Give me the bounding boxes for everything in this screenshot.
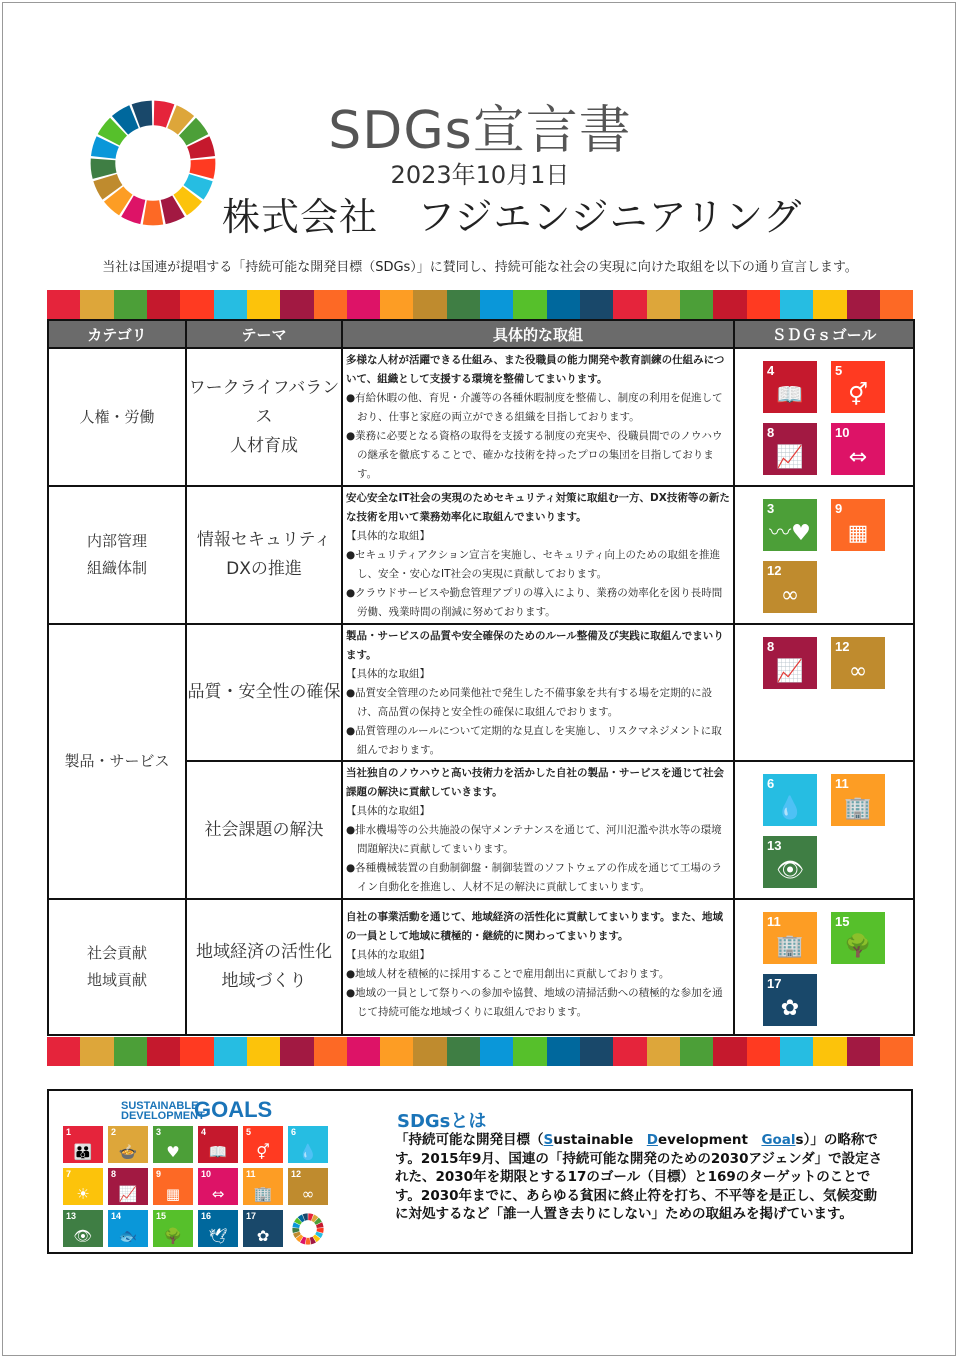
sdg-tile-symbol-icon: 📈 [118, 1185, 138, 1203]
sdg-goal-number: 10 [835, 425, 850, 440]
action-item: ●各種機械装置の自動制御盤・制御装置のソフトウェアの作成を通じて工場のライン自動化を推進し、人材不足の解決に貢献してまいります。 [346, 862, 723, 893]
action-lead: 自社の事業活動を通じて、地域経済の活性化に貢献してまいります。また、地域の一員として地域に積極的・継続的に関わってまいります。 [346, 911, 723, 942]
sdg-tile [153, 1126, 193, 1163]
sdg-goal-symbol-icon: 💧 [776, 796, 804, 821]
stripe-segment [513, 290, 546, 319]
stripe-segment [314, 290, 347, 319]
stripe-segment [647, 1037, 680, 1066]
goals-logo-text [121, 1101, 205, 1121]
sdg-goal-number: 11 [767, 914, 781, 929]
declaration-table [47, 319, 915, 1036]
stripe-segment [647, 290, 680, 319]
action-subheading: 【具体的な取組】 [346, 805, 430, 817]
sdg-goal-number: 8 [767, 425, 775, 440]
theme-label: ワークライフバランス [188, 377, 340, 427]
action-lead: 当社独自のノウハウと高い技術力を活かした自社の製品・サービスを通じて社会課題の解決に貢献していきます。 [346, 767, 724, 798]
sdg-goal-number: 11 [835, 776, 849, 791]
stripe-segment [47, 1037, 80, 1066]
header-theme: テーマ [186, 320, 342, 348]
category-label: 内部管理 [86, 532, 147, 550]
about-title: SDGsとは [397, 1111, 487, 1132]
action-item: ●セキュリティアクション宣言を実施し、セキュリティ向上のための取組を推進し、安全・安心なIT社会の実現に貢献しております。 [346, 549, 721, 580]
stripe-segment [180, 1037, 213, 1066]
stripe-segment [480, 1037, 513, 1066]
stripe-segment [347, 1037, 380, 1066]
header-category: カテゴリ [48, 320, 186, 348]
action-item: ●排水機場等の公共施設の保守メンテナンスを通じて、河川氾濫や洪水等の環境問題解決に貢献してまいります。 [346, 824, 722, 855]
sdg-goal-icon [831, 912, 885, 964]
stripe-segment [380, 1037, 413, 1066]
action-cell [342, 486, 734, 624]
category-label: 人権・労働 [79, 407, 155, 426]
stripe-segment [847, 1037, 880, 1066]
sdg-tile-symbol-icon: ♥ [166, 1143, 180, 1161]
sdg-goal-symbol-icon: ∞ [780, 583, 800, 608]
sdg-tile-number: 6 [291, 1127, 297, 1137]
sdg-goal-symbol-icon: 🏢 [844, 796, 872, 821]
sdg-goal-symbol-icon: 📈 [776, 659, 804, 684]
sdg-tile [63, 1126, 103, 1163]
sdg-goal-number: 12 [767, 563, 782, 578]
stripe-segment [713, 1037, 746, 1066]
goals-cell [734, 486, 914, 624]
stripe-segment [247, 290, 280, 319]
action-cell [342, 761, 734, 899]
sdg-goal-symbol-icon: ✿ [780, 996, 800, 1021]
stripe-segment [80, 290, 113, 319]
sdg-goal-icon [831, 423, 885, 475]
sdg-tile-number: 2 [111, 1127, 117, 1137]
category-label: 製品・サービス [64, 752, 170, 770]
stripe-segment [547, 1037, 580, 1066]
stripe-segment [613, 1037, 646, 1066]
goals-logo-word: GOALS [194, 1097, 273, 1122]
sdg-tile-symbol-icon: ∞ [301, 1185, 315, 1203]
sdg-tile-number: 12 [291, 1169, 302, 1179]
sdg-goal-number: 17 [767, 976, 782, 991]
action-cell [342, 899, 734, 1035]
sdg-tile [108, 1126, 148, 1163]
sdg-goal-icon [763, 637, 817, 689]
table-row [48, 899, 914, 1035]
action-lead: 安心安全なIT社会の実現のためセキュリティ対策に取組む一方、DX技術等の新たな技術を用いて業務効率化に取組んでまいります。 [346, 492, 730, 523]
stripe-segment [813, 290, 846, 319]
sdg-tile [108, 1168, 148, 1205]
about-text-part: evelopment [657, 1132, 762, 1148]
goals-cell [734, 348, 914, 486]
sdg-tile [153, 1168, 193, 1205]
action-item: ●地域の一員として祭りへの参加や協賛、地域の清掃活動への積極的な参加を通じて持続可能な地域づくりに取組んでおります。 [346, 987, 723, 1018]
sdg-tile [63, 1210, 103, 1247]
stripe-segment [147, 1037, 180, 1066]
action-cell [342, 624, 734, 761]
theme-label: 地域づくり [221, 971, 307, 991]
sdg-goal-icon [763, 423, 817, 475]
sdg-tile-symbol-icon: ⚥ [256, 1143, 270, 1161]
action-item: ●業務に必要となる資格の取得を支援する制度の充実や、役職員間でのノウハウの継承を徹底することで、確かな技術を持ったプロの集団を目指しております。 [346, 430, 723, 480]
stripe-segment [380, 290, 413, 319]
stripe-segment [347, 290, 380, 319]
sdg-goal-symbol-icon: 📈 [776, 445, 804, 470]
sdg-tile-number: 7 [66, 1169, 72, 1179]
sdg-goal-symbol-icon: ∞ [848, 659, 868, 684]
action-item: ●クラウドサービスや勤怠管理アプリの導入により、業務の効率化を図り長時間労働、残業時間の削減に努めております。 [346, 587, 723, 618]
category-label: 組織体制 [86, 559, 147, 577]
color-stripe-bottom [47, 1037, 913, 1066]
sdg-goal-symbol-icon: ▦ [847, 521, 869, 546]
stripe-segment [680, 1037, 713, 1066]
theme-cell [186, 899, 342, 1035]
sdg-tile-symbol-icon: ☀ [76, 1185, 90, 1203]
sdg-tile-number: 13 [66, 1211, 77, 1221]
stripe-segment [447, 290, 480, 319]
sdg-goal-icon [831, 499, 885, 551]
category-cell [48, 624, 186, 899]
category-cell [48, 348, 186, 486]
about-text-part: G [761, 1132, 773, 1148]
about-text-part: 「持続可能な開発目標（ [395, 1132, 544, 1148]
wheel-segment [143, 200, 163, 225]
sdg-goal-icon [831, 774, 885, 826]
sdg-goal-icon [763, 974, 817, 1026]
sdg-goal-number: 3 [767, 501, 775, 516]
sdg-wheel-tile [288, 1210, 328, 1247]
about-text-part: ）」の略称です。2015年9月、国連の「持続可能な開発のための2030アジェンダ」で設定された、2030年を期限とする17のゴール（目標）と169のターゲットのことです。2030年までに、あらゆる貧困に終止符を打ち、不平等を是正し、気候変動に対処するなど「誰一人置き去りにしない」ための取組みを掲げています。 [395, 1132, 883, 1222]
sdg-tile-number: 11 [246, 1169, 256, 1179]
sdg-goal-icon [763, 561, 817, 613]
stripe-segment [580, 290, 613, 319]
sdgs-wheel-icon [291, 1212, 325, 1246]
action-cell [342, 348, 734, 486]
goals-cell [734, 761, 914, 899]
sdg-tile [153, 1210, 193, 1247]
sdg-tiles-grid [63, 1126, 328, 1247]
sdg-goal-number: 12 [835, 639, 850, 654]
table-row [48, 624, 914, 761]
about-text-part: ustainable [553, 1132, 647, 1148]
action-subheading: 【具体的な取組】 [346, 949, 430, 961]
sdg-tile-symbol-icon: ▦ [165, 1185, 181, 1203]
theme-label: 人材育成 [230, 435, 298, 456]
stripe-segment [280, 290, 313, 319]
about-text-part: oal [772, 1132, 796, 1148]
stripe-segment [780, 1037, 813, 1066]
sdg-goal-symbol-icon: ⇔ [848, 445, 868, 470]
stripe-segment [314, 1037, 347, 1066]
action-item: ●品質安全管理のため同業他社で発生した不備事象を共有する場を定期的に設け、高品質の保持と安全性の確保に取組んでおります。 [346, 687, 713, 718]
theme-label: 情報セキュリティ [196, 530, 332, 550]
goals-cell [734, 624, 914, 761]
stripe-segment [813, 1037, 846, 1066]
stripe-segment [680, 290, 713, 319]
stripe-segment [413, 1037, 446, 1066]
sdg-goal-icon [763, 499, 817, 551]
sdg-tile [243, 1126, 283, 1163]
sdg-goal-icon [831, 361, 885, 413]
sdg-tile [198, 1126, 238, 1163]
sdg-tile-number: 1 [66, 1127, 72, 1137]
sdg-tile-number: 9 [156, 1169, 162, 1179]
sdg-goal-number: 9 [835, 501, 843, 516]
page-title: SDGs宣言書 [328, 101, 632, 161]
category-cell [48, 899, 186, 1035]
sdg-tile [198, 1168, 238, 1205]
intro-text: 当社は国連が提唱する「持続可能な開発目標（SDGs）」に賛同し、持続可能な社会の実現に向けた取組を以下の通り宣言します。 [102, 260, 858, 275]
theme-label: 地域経済の活性化 [196, 942, 332, 962]
stripe-segment [880, 1037, 913, 1066]
theme-label: 品質・安全性の確保 [187, 682, 341, 702]
sdg-goal-symbol-icon: ⚥ [848, 383, 868, 408]
declaration-date: 2023年10月1日 [390, 161, 570, 189]
stripe-segment [747, 290, 780, 319]
stripe-segment [80, 1037, 113, 1066]
stripe-segment [413, 290, 446, 319]
category-label: 地域貢献 [86, 971, 147, 989]
goals-logo-line: DEVELOPMENT [121, 1110, 205, 1122]
sdg-tile-symbol-icon: ✿ [256, 1227, 270, 1245]
stripe-segment [247, 1037, 280, 1066]
theme-cell [186, 486, 342, 624]
stripe-segment [780, 290, 813, 319]
sdg-tile [63, 1168, 103, 1205]
stripe-segment [480, 290, 513, 319]
table-row [48, 348, 914, 486]
sdg-tile-number: 16 [201, 1211, 212, 1221]
action-item: ●地域人材を積極的に採用することで雇用創出に貢献しております。 [346, 968, 670, 980]
stripe-segment [580, 1037, 613, 1066]
stripe-segment [214, 1037, 247, 1066]
sdg-goal-number: 6 [767, 776, 775, 791]
sdg-tile-symbol-icon: 🕊 [208, 1227, 228, 1245]
stripe-segment [747, 1037, 780, 1066]
goals-logo-line: SUSTAINABLE [121, 1100, 199, 1112]
action-lead: 製品・サービスの品質や安全確保のためのルール整備及び実践に取組んでまいります。 [346, 630, 724, 661]
sdg-tile [288, 1126, 328, 1163]
stripe-segment [447, 1037, 480, 1066]
sdg-goal-number: 5 [835, 363, 843, 378]
sdg-tile-number: 3 [156, 1127, 162, 1137]
stripe-segment [114, 290, 147, 319]
about-text-part: D [646, 1132, 658, 1148]
sdg-goal-icon [763, 774, 817, 826]
table-row [48, 486, 914, 624]
stripe-segment [114, 1037, 147, 1066]
goals-cell [734, 899, 914, 1035]
action-item: ●品質管理のルールについて定期的な見直しを実施し、リスクマネジメントに取組んでおります。 [346, 725, 722, 756]
sdg-tile-symbol-icon: ⇔ [211, 1185, 225, 1203]
table-header [48, 320, 914, 348]
sdg-goal-symbol-icon: 〰♥ [769, 521, 811, 546]
sdg-goal-symbol-icon: 📖 [776, 383, 804, 408]
sdg-tile [243, 1168, 283, 1205]
sdg-goal-icon [763, 361, 817, 413]
about-text-part: s [795, 1132, 804, 1148]
sdg-goal-number: 15 [835, 914, 850, 929]
sdg-tile-number: 5 [246, 1127, 252, 1137]
action-lead: 多様な人材が活躍できる仕組み、また役職員の能力開発や教育訓練の仕組みについて、組織として支援する環境を整備してまいります。 [346, 354, 725, 385]
sdg-goal-icon [763, 912, 817, 964]
sdg-goal-number: 13 [767, 838, 782, 853]
theme-label: DXの推進 [226, 559, 302, 579]
sdg-tile [243, 1210, 283, 1247]
category-cell [48, 486, 186, 624]
about-text [395, 1131, 883, 1224]
sdg-tile-number: 10 [201, 1169, 212, 1179]
stripe-segment [847, 290, 880, 319]
sdg-tile-symbol-icon: 💧 [298, 1143, 318, 1161]
sdg-tile-number: 14 [111, 1211, 122, 1221]
action-subheading: 【具体的な取組】 [346, 530, 430, 542]
wheel-segment [305, 1237, 310, 1244]
sdg-goal-number: 4 [767, 363, 775, 378]
sdg-tile [108, 1210, 148, 1247]
sdg-tile [198, 1210, 238, 1247]
header-actions: 具体的な取組 [342, 320, 734, 348]
sdg-tile-number: 17 [246, 1211, 257, 1221]
sdg-tile-symbol-icon: 🐟 [118, 1227, 138, 1245]
sdg-tile-symbol-icon: 👪 [73, 1143, 93, 1161]
stripe-segment [547, 290, 580, 319]
action-subheading: 【具体的な取組】 [346, 668, 430, 680]
sdg-goal-symbol-icon: 👁 [776, 858, 804, 883]
sdg-tile-symbol-icon: 🍲 [118, 1143, 138, 1161]
sdg-tile [288, 1168, 328, 1205]
color-stripe-top [47, 290, 913, 319]
sdg-goal-number: 8 [767, 639, 775, 654]
sdg-tile-symbol-icon: 👁 [73, 1227, 93, 1245]
action-item: ●有給休暇の他、育児・介護等の各種休暇制度を整備し、制度の利用を促進しており、仕事と家庭の両立ができる組織を目指しております。 [346, 392, 723, 423]
stripe-segment [713, 290, 746, 319]
stripe-segment [180, 290, 213, 319]
stripe-segment [47, 290, 80, 319]
sdg-goal-icon [763, 836, 817, 888]
stripe-segment [147, 290, 180, 319]
sdg-tile-symbol-icon: 📖 [208, 1143, 228, 1161]
sdgs-about-box [47, 1089, 913, 1254]
sdg-tile-symbol-icon: 🏢 [253, 1185, 273, 1203]
sdg-tile-symbol-icon: 🌳 [163, 1227, 183, 1245]
stripe-segment [280, 1037, 313, 1066]
stripe-segment [613, 290, 646, 319]
theme-cell [186, 348, 342, 486]
company-name: 株式会社 フジエンジニアリング [222, 195, 803, 239]
sdg-tile-number: 15 [156, 1211, 167, 1221]
theme-label: 社会課題の解決 [204, 819, 324, 840]
sdg-goal-symbol-icon: 🏢 [776, 934, 804, 959]
theme-cell [186, 624, 342, 761]
sdg-tile-number: 4 [201, 1127, 207, 1137]
sdg-goal-symbol-icon: 🌳 [844, 934, 872, 959]
sdg-tile-number: 8 [111, 1169, 117, 1179]
stripe-segment [513, 1037, 546, 1066]
stripe-segment [214, 290, 247, 319]
category-label: 社会貢献 [86, 944, 147, 962]
sdg-goal-icon [831, 637, 885, 689]
about-text-part: S [543, 1132, 554, 1148]
theme-cell [186, 761, 342, 899]
stripe-segment [880, 290, 913, 319]
header-sdg-goals: ＳＤＧｓゴール [734, 320, 914, 348]
